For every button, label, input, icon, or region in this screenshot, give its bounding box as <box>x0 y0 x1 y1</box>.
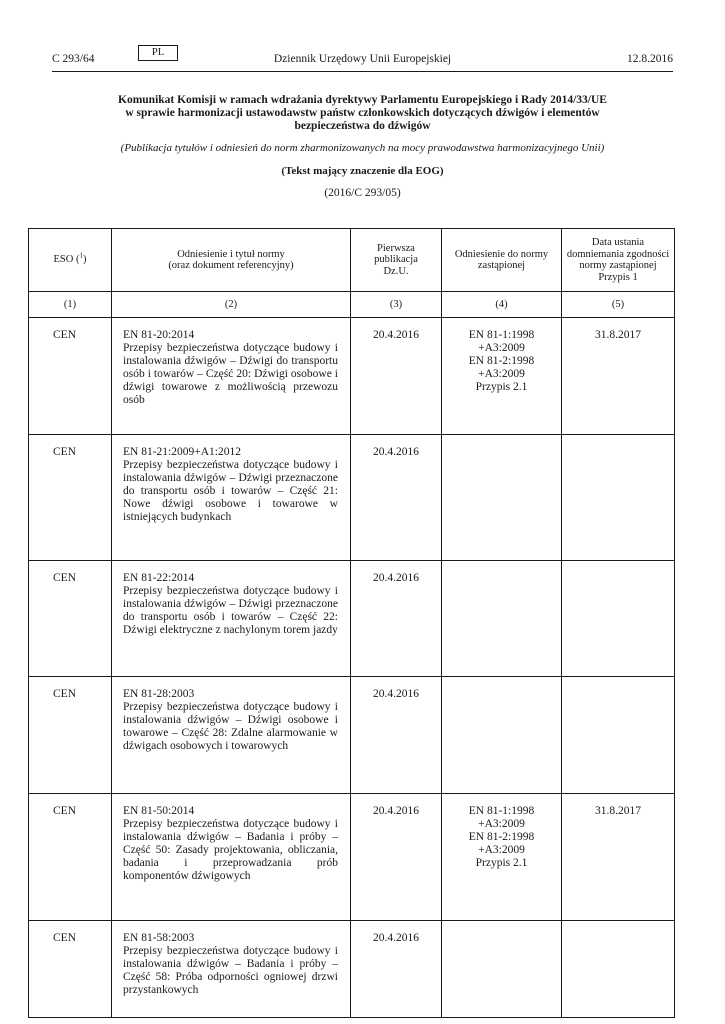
superseded-line: +A3:2009 <box>478 818 525 830</box>
language-badge: PL <box>138 45 178 61</box>
standard-cell <box>112 318 351 435</box>
column-number-row <box>29 292 675 318</box>
header-rule <box>52 71 673 72</box>
superseded-line: EN 81-2:1998 <box>468 831 535 843</box>
header-superseded-standard: Odniesienie do normy zastąpionej <box>442 229 562 292</box>
cessation-cell: 31.8.2017 <box>562 318 675 435</box>
column-number: (4) <box>442 292 562 318</box>
superseded-line: EN 81-1:1998 <box>468 329 535 341</box>
superseded-line: +A3:2009 <box>478 844 525 856</box>
cessation-cell <box>562 677 675 794</box>
eso-cell: CEN <box>29 318 112 435</box>
eso-cell: CEN <box>29 921 112 1018</box>
cessation-cell <box>562 561 675 677</box>
column-number: (3) <box>351 292 442 318</box>
superseded-line: Przypis 2.1 <box>475 857 528 869</box>
table-header-row <box>29 229 675 292</box>
document-title <box>60 94 665 133</box>
superseded-line: +A3:2009 <box>478 368 525 380</box>
header-standard-title: Odniesienie i tytuł normy (oraz dokument referencyjny) <box>112 229 351 292</box>
standard-code: EN 81-50:2014 <box>123 805 195 817</box>
header-first-publication: Pierwsza publikacja Dz.U. <box>351 229 442 292</box>
cessation-cell: 31.8.2017 <box>562 794 675 921</box>
standard-code: EN 81-20:2014 <box>123 329 195 341</box>
journal-title: Dziennik Urzędowy Unii Europejskiej <box>273 53 452 65</box>
eso-cell: CEN <box>29 794 112 921</box>
eso-cell: CEN <box>29 435 112 561</box>
standard-title: Przepisy bezpieczeństwa dotyczące budowy i instalowania dźwigów – Dźwigi przeznaczone do transportu osób i towarów – Część 22: Dźwigi elektryczne z nachylonym torem jazdy <box>123 585 338 636</box>
standard-title: Przepisy bezpieczeństwa dotyczące budowy i instalowania dźwigów – Dźwigi osobowe i towarowe – Część 28: Zdalne alarmowanie w dźwigach osobowych i towarowych <box>123 701 338 752</box>
publication-cell: 20.4.2016 <box>351 435 442 561</box>
title-line: bezpieczeństwa do dźwigów <box>294 120 431 132</box>
eso-cell: CEN <box>29 561 112 677</box>
title-line: w sprawie harmonizacji ustawodawstw państw członkowskich dotyczących dźwigów i elementów <box>125 107 600 119</box>
superseded-cell <box>442 435 562 561</box>
publication-cell: 20.4.2016 <box>351 561 442 677</box>
page-reference: C 293/64 <box>52 53 95 65</box>
superseded-line: +A3:2009 <box>478 342 525 354</box>
superseded-line: Przypis 2.1 <box>475 381 528 393</box>
superseded-line: EN 81-2:1998 <box>468 355 535 367</box>
standard-code: EN 81-58:2003 <box>123 932 195 944</box>
eso-cell: CEN <box>29 677 112 794</box>
table-row <box>29 921 675 1018</box>
publication-date: 12.8.2016 <box>627 53 673 65</box>
column-number: (5) <box>562 292 675 318</box>
standard-title: Przepisy bezpieczeństwa dotyczące budowy i instalowania dźwigów – Badania i próby – Część 50: Zasady projektowania, obliczania, badania i przeprowadzania prób komponentów dźwigowych <box>123 818 338 882</box>
standard-title: Przepisy bezpieczeństwa dotyczące budowy i instalowania dźwigów – Dźwigi przeznaczone do transportu osób i towarów – Część 21: Nowe dźwigi osobowe i towarowe w istniejących budynkach <box>123 459 338 523</box>
standard-cell <box>112 561 351 677</box>
superseded-cell <box>442 318 562 435</box>
table-row <box>29 677 675 794</box>
standard-code: EN 81-22:2014 <box>123 572 195 584</box>
standard-title: Przepisy bezpieczeństwa dotyczące budowy i instalowania dźwigów – Badania i próby – Część 58: Próba odporności ogniowej drzwi przystankowych <box>123 945 338 996</box>
publication-cell: 20.4.2016 <box>351 921 442 1018</box>
table-row <box>29 794 675 921</box>
table-row <box>29 561 675 677</box>
superseded-cell <box>442 677 562 794</box>
standards-table <box>28 228 675 1018</box>
publication-cell: 20.4.2016 <box>351 677 442 794</box>
table-row <box>29 318 675 435</box>
superseded-cell <box>442 561 562 677</box>
title-line: Komunikat Komisji w ramach wdrażania dyrektywy Parlamentu Europejskiego i Rady 2014/33/UE <box>118 94 607 106</box>
superseded-cell <box>442 794 562 921</box>
publication-cell: 20.4.2016 <box>351 794 442 921</box>
standard-cell <box>112 794 351 921</box>
cessation-cell <box>562 921 675 1018</box>
document-subtitle: (Publikacja tytułów i odniesień do norm zharmonizowanych na mocy prawodawstwa harmonizacyjnego Unii) <box>120 142 605 154</box>
column-number: (1) <box>29 292 112 318</box>
standard-cell <box>112 921 351 1018</box>
header-cessation-date: Data ustania domniemania zgodności normy zastąpionej Przypis 1 <box>562 229 675 292</box>
publication-cell: 20.4.2016 <box>351 318 442 435</box>
cessation-cell <box>562 435 675 561</box>
table-row <box>29 435 675 561</box>
standard-cell <box>112 435 351 561</box>
standard-code: EN 81-21:2009+A1:2012 <box>123 446 241 458</box>
page-header <box>52 49 673 69</box>
superseded-line: EN 81-1:1998 <box>468 805 535 817</box>
column-number: (2) <box>112 292 351 318</box>
eea-note: (Tekst mający znaczenie dla EOG) <box>281 165 444 177</box>
header-eso: ESO ($^1$) <box>29 229 112 292</box>
standard-title: Przepisy bezpieczeństwa dotyczące budowy i instalowania dźwigów – Dźwigi do transportu osób i towarów – Część 20: Dźwigi osobowe i dźwigi towarowe z możliwością przewozu osób <box>123 342 338 406</box>
superseded-cell <box>442 921 562 1018</box>
standard-code: EN 81-28:2003 <box>123 688 195 700</box>
standard-cell <box>112 677 351 794</box>
document-reference: (2016/C 293/05) <box>324 187 401 199</box>
